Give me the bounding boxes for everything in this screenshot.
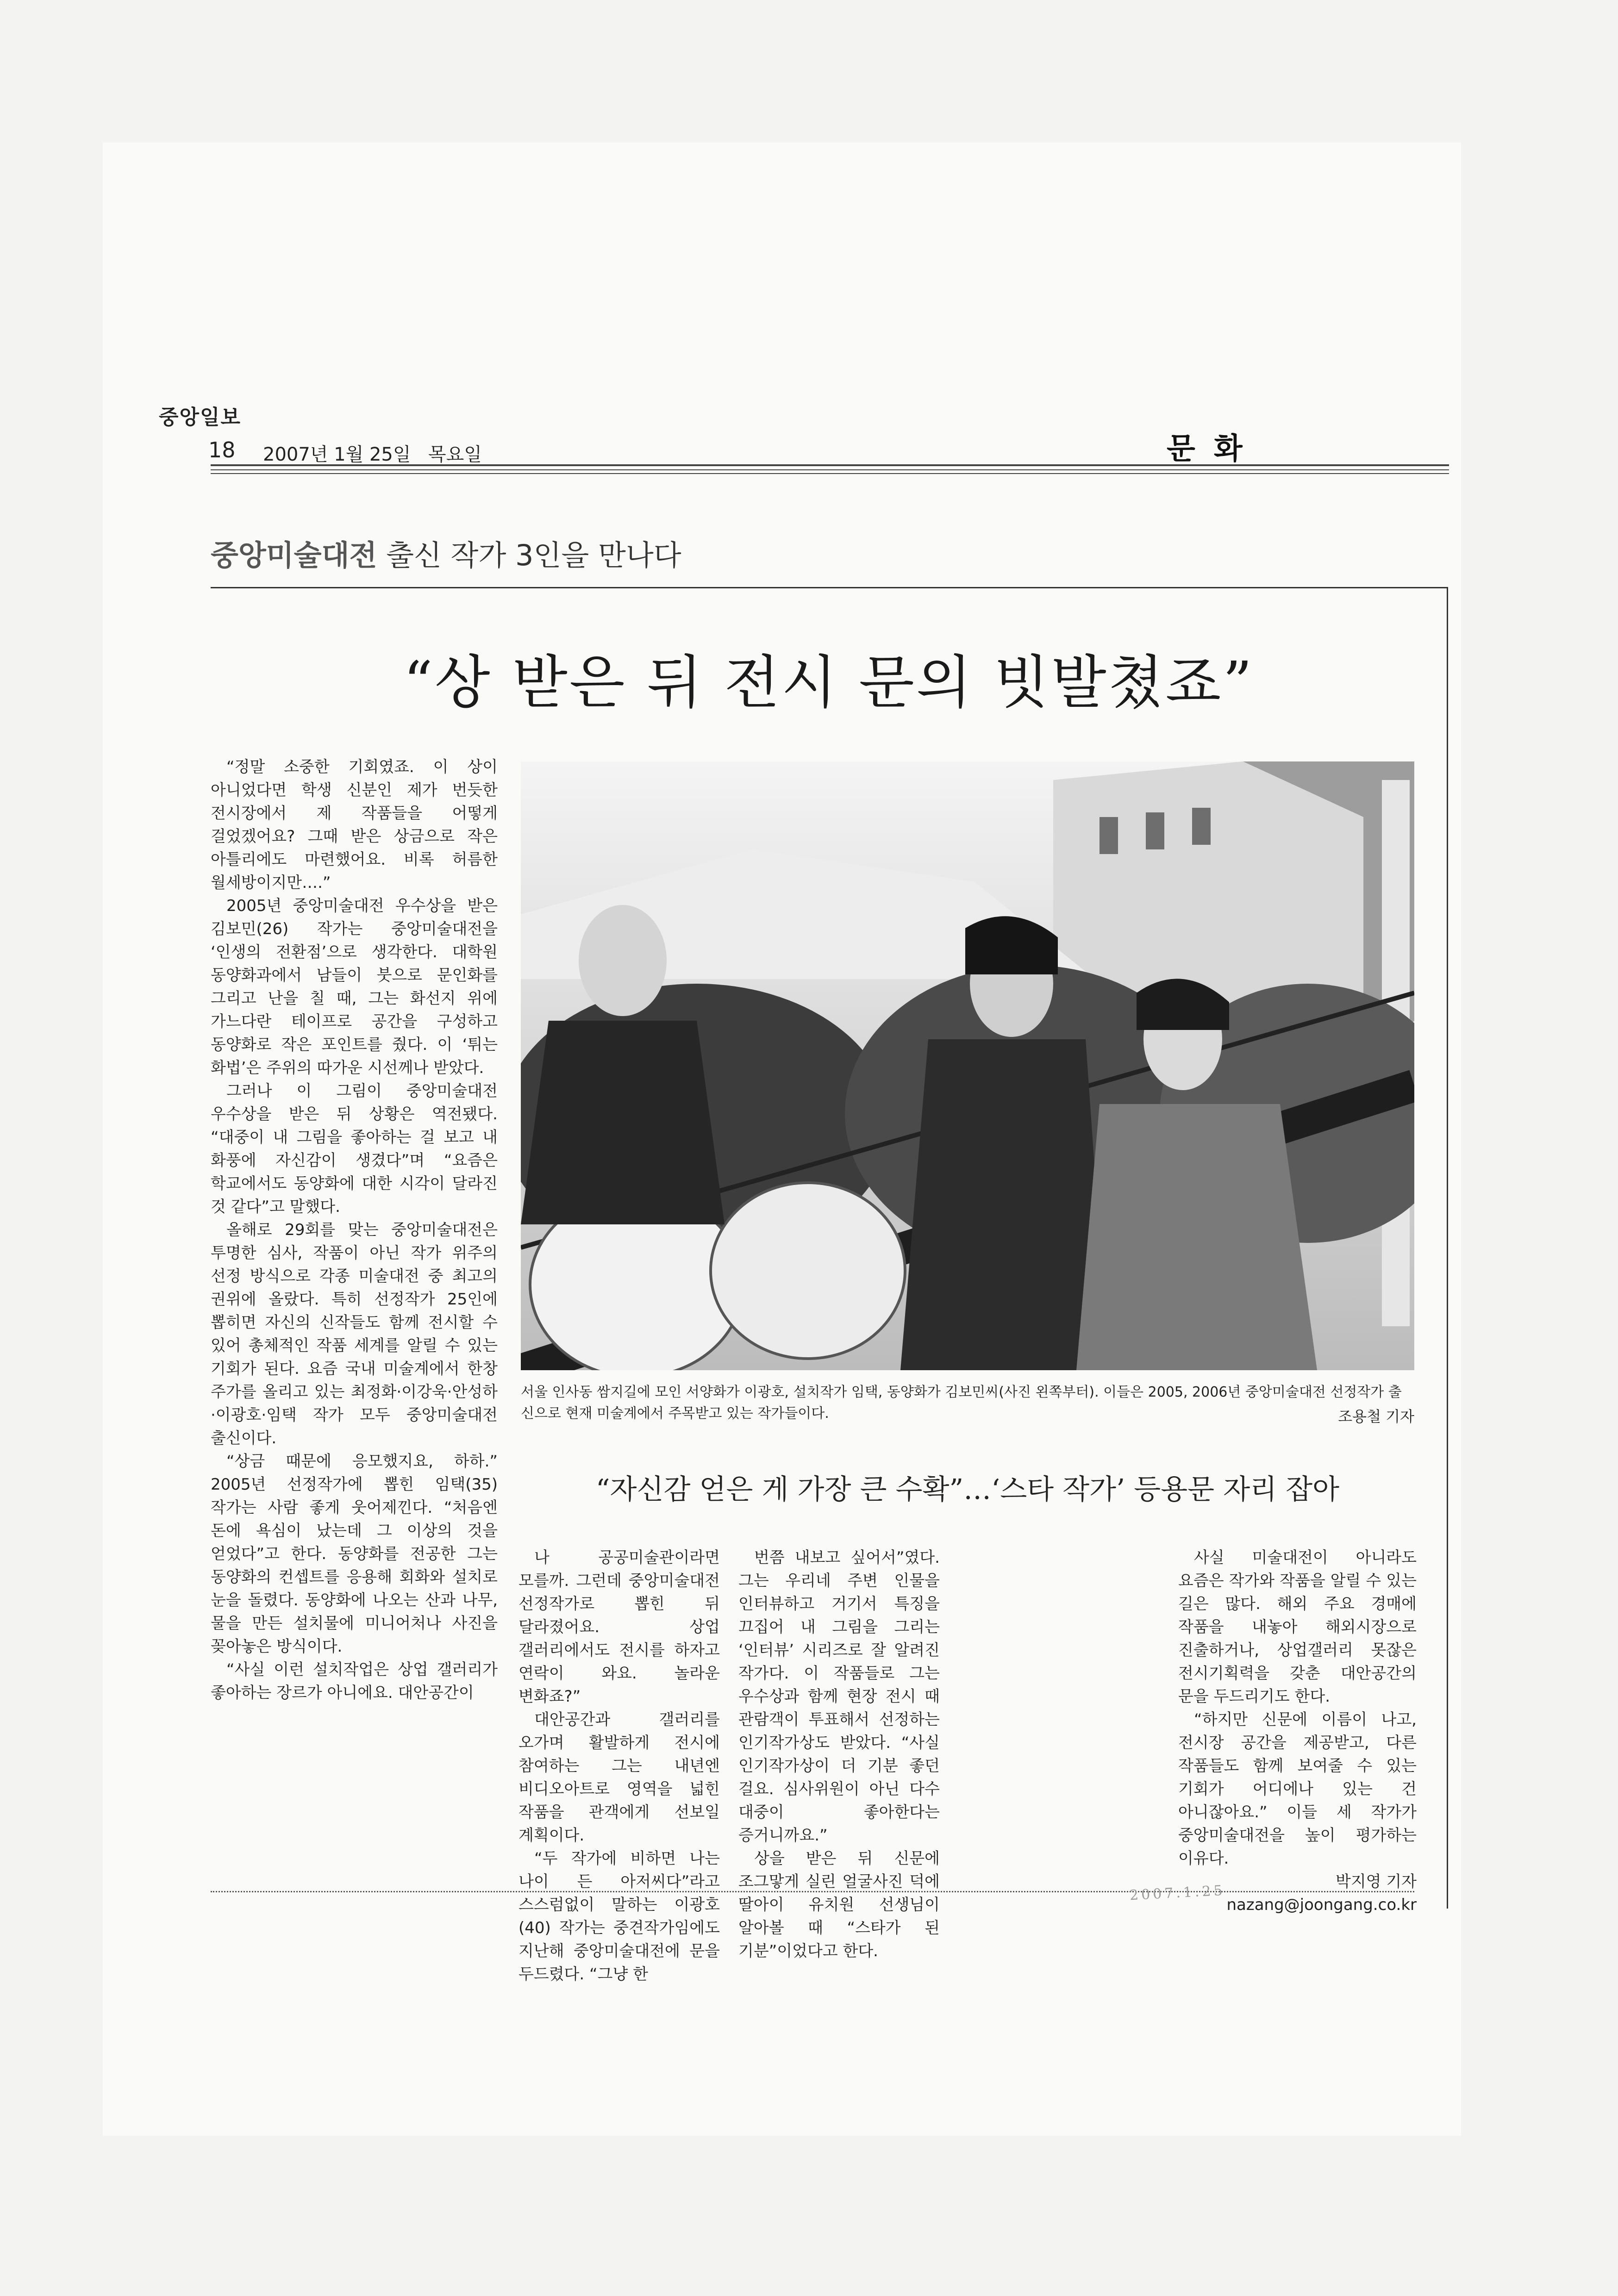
photo-illustration <box>521 761 1414 1370</box>
byline: 박지영 기자 <box>1335 1872 1417 1891</box>
paragraph: “상금 때문에 응모했지요, 하하.” 2005년 선정작가에 뽑힌 임택(35) 작가는 사람 좋게 웃어제낀다. “처음엔 돈에 욕심이 났는데 그 이상의 것을 얻었다”고 한다. 동양화를 전공한 그는 동양화의 컨셉트를 응용해 회화와 설치로 눈을 돌렸다. 동양화에 나오는 산과 나무, 물을 만든 설치물에 미니어처나 사진을 꽂아놓은 방식이다. <box>211 1452 498 1656</box>
article-column-4 <box>1178 1546 1417 1916</box>
paragraph: “하지만 신문에 이름이 나고, 전시장 공간을 제공받고, 다른 작품들도 함께 보여줄 수 있는 기회가 어디에나 있는 건 아니잖아요.” 이들 세 작가가 중앙미술대전을 높이 평가하는 이유다. <box>1178 1710 1417 1868</box>
subheadline: “자신감 얻은 게 가장 큰 수확”…‘스타 작가’ 등용문 자리 잡아 <box>595 1473 1340 1506</box>
paragraph: 사실 미술대전이 아니라도 요즘은 작가와 작품을 알릴 수 있는 길은 많다. 해외 주요 경매에 작품을 내놓아 해외시장으로 진출하거나, 상업갤러리 못잖은 전시기획력을 갖춘 대안공간의 문을 두드리기도 한다. <box>1178 1548 1417 1706</box>
paragraph: 대안공간과 갤러리를 오가며 활발하게 전시에 참여하는 그는 내년엔 비디오아트로 영역을 넓힌 작품을 관객에게 선보일 계획이다. <box>519 1710 720 1845</box>
date-stamp: 2007.1.25 <box>1129 1882 1226 1904</box>
article-photo <box>521 761 1414 1370</box>
paragraph: 나 공공미술관이라면 모를까. 그런데 중앙미술대전 선정작가로 뽑힌 뒤 달라졌어요. 상업 갤러리에서도 전시를 하자고 연락이 와요. 놀라운 변화죠?” <box>519 1548 720 1706</box>
paragraph: “두 작가에 비하면 나는 나이 든 아저씨다”라고 스스럼없이 말하는 이광호(40) 작가는 중견작가임에도 지난해 중앙미술대전에 문을 두드렸다. “그냥 한 <box>519 1849 720 1984</box>
photo-caption: 서울 인사동 쌈지길에 모인 서양화가 이광호, 설치작가 임택, 동양화가 김보민씨(사진 왼쪽부터). 이들은 2005, 2006년 중앙미술대전 선정작가 출신으로 현재 미술계에서 주목받고 있는 작가들이다. <box>521 1384 1402 1422</box>
article-column-2 <box>519 1546 720 1986</box>
bottom-dotted-rule <box>211 1891 1414 1892</box>
paragraph: 그러나 이 그림이 중앙미술대전 우수상을 받은 뒤 상황은 역전됐다. “대중이 내 그림을 좋아하는 걸 보고 내 화풍에 자신감이 생겼다”며 “요즘은 학교에서도 동양화에 대한 시각이 달라진 것 같다”고 말했다. <box>211 1082 498 1216</box>
photo-credit: 조용철 기자 <box>1338 1408 1414 1425</box>
kicker <box>211 532 681 574</box>
article-column-1 <box>211 755 498 1704</box>
article-column-3 <box>738 1546 940 1963</box>
section-name: 문화 <box>1167 432 1261 466</box>
paragraph: 올해로 29회를 맞는 중앙미술대전은 투명한 심사, 작품이 아닌 작가 위주의 선정 방식으로 각종 미술대전 중 최고의 권위에 올랐다. 특히 선정작가 25인에 뽑히면 자신의 신작들도 함께 전시할 수 있어 총체적인 작품 세계를 알릴 수 있는 기회가 된다. 요즘 국내 미술계에서 한창 주가를 올리고 있는 최정화·이강욱·안성하·이광호·임택 작가 모두 중앙미술대전 출신이다. <box>211 1221 498 1447</box>
issue-date: 2007년 1월 25일 <box>263 444 411 465</box>
paragraph: “사실 이런 설치작업은 상업 갤러리가 좋아하는 장르가 아니에요. 대안공간이 <box>211 1660 498 1702</box>
kicker-bold: 중앙미술대전 <box>211 538 377 572</box>
paragraph: 상을 받은 뒤 신문에 조그맣게 실린 얼굴사진 덕에 딸아이 유치원 선생님이 알아볼 때 “스타가 된 기분”이었다고 한다. <box>738 1849 940 1960</box>
masthead-rule-thin <box>211 473 1449 474</box>
masthead-rule-thin <box>211 469 1449 470</box>
paragraph: 번쯤 내보고 싶어서”였다. 그는 우리네 주변 인물을 인터뷰하고 거기서 특징을 끄집어 내 그림을 그리는 ‘인터뷰’ 시리즈로 잘 알려진 작가다. 이 작품들로 그는 우수상과 함께 현장 전시 때 관람객이 투표해서 선정하는 인기작가상도 받았다. “사실 인기작가상이 더 기분 좋던 걸요. 심사위원이 아닌 다수 대중이 좋아한다는 증거니까요.” <box>738 1548 940 1845</box>
paragraph: 2005년 중앙미술대전 우수상을 받은 김보민(26) 작가는 중앙미술대전을 ‘인생의 전환점’으로 생각한다. 대학원 동양화과에서 남들이 붓으로 문인화를 그리고 난을 칠 때, 그는 화선지 위에 가느다란 테이프로 공간을 구성하고 동양화로 작은 포인트를 줬다. 이 ‘튀는 화법’은 주위의 따가운 시선께나 받았다. <box>211 897 498 1077</box>
paragraph: “정말 소중한 기회였죠. 이 상이 아니었다면 학생 신분인 제가 번듯한 전시장에서 제 작품들을 어떻게 걸었겠어요? 그때 받은 상금으로 작은 아틀리에도 마련했어요. 비록 허름한 월세방이지만….” <box>211 758 498 892</box>
headline: “상 받은 뒤 전시 문의 빗발쳤죠” <box>403 649 1254 716</box>
page-number: 18 <box>208 437 236 462</box>
masthead-rule <box>211 464 1449 466</box>
kicker-rest: 출신 작가 3인을 만나다 <box>377 538 681 572</box>
author-email: nazang@joongang.co.kr <box>1226 1896 1417 1914</box>
issue-weekday: 목요일 <box>428 444 482 465</box>
paper-logo: 중앙일보 <box>159 406 242 429</box>
